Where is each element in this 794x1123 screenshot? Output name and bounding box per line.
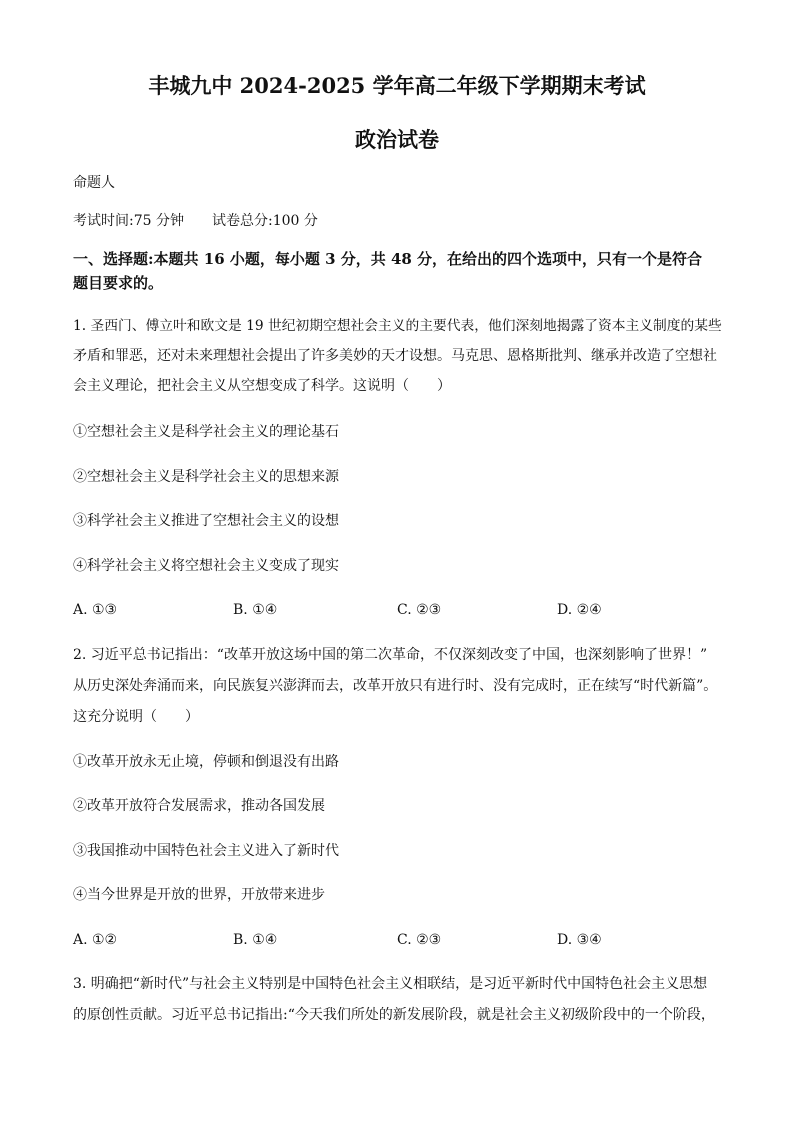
- q1-statement-1: ①空想社会主义是科学社会主义的理论基石: [73, 424, 339, 440]
- exam-subtitle: 政治试卷: [355, 127, 439, 152]
- q1-option-a: A. ①③: [73, 602, 118, 618]
- q1-stem-line-3: 会主义理论，把社会主义从空想变成了科学。这说明（ ）: [73, 378, 451, 394]
- q1-statement-3: ③科学社会主义推进了空想社会主义的设想: [73, 513, 339, 529]
- exam-info: 考试时间:75 分钟 试卷总分:100 分: [73, 213, 318, 229]
- q2-stem-line-2: 从历史深处奔涌而来，向民族复兴澎湃而去，改革开放只有进行时、没有完成时，正在续写“时代新篇”。: [73, 678, 718, 694]
- q1-option-d: D. ②④: [557, 602, 602, 618]
- q2-stem-line-1: 2. 习近平总书记指出：“改革开放这场中国的第二次革命，不仅深刻改变了中国，也深刻影响了世界！”: [73, 647, 708, 663]
- q1-stem-line-2: 矛盾和罪恶，还对未来理想社会提出了许多美妙的天才设想。马克思、恩格斯批判、继承并改造了空想社: [73, 348, 717, 364]
- q2-option-a: A. ①②: [73, 932, 118, 948]
- q1-option-c: C. ②③: [397, 602, 442, 618]
- q1-statement-4: ④科学社会主义将空想社会主义变成了现实: [73, 558, 339, 574]
- q2-statement-4: ④当今世界是开放的世界，开放带来进步: [73, 887, 325, 903]
- q2-stem-line-3: 这充分说明（ ）: [73, 709, 199, 725]
- q1-statement-2: ②空想社会主义是科学社会主义的思想来源: [73, 469, 339, 485]
- q1-option-b: B. ①④: [233, 602, 278, 618]
- section-heading-line-2: 题目要求的。: [73, 274, 164, 292]
- section-heading-line-1: 一、选择题:本题共 16 小题，每小题 3 分，共 48 分，在给出的四个选项中，只有一个是符合: [73, 250, 703, 268]
- q2-option-c: C. ②③: [397, 932, 442, 948]
- q2-statement-3: ③我国推动中国特色社会主义进入了新时代: [73, 843, 339, 859]
- q2-option-b: B. ①④: [233, 932, 278, 948]
- q3-stem-line-2: 的原创性贡献。习近平总书记指出:“今天我们所处的新发展阶段，就是社会主义初级阶段中的一个阶段，: [73, 1007, 715, 1023]
- q2-statement-1: ①改革开放永无止境，停顿和倒退没有出路: [73, 754, 339, 770]
- q2-option-d: D. ③④: [557, 932, 602, 948]
- author-label: 命题人: [73, 175, 115, 191]
- exam-title: 丰城九中 2024-2025 学年高二年级下学期期末考试: [148, 73, 646, 98]
- q2-statement-2: ②改革开放符合发展需求，推动各国发展: [73, 798, 325, 814]
- q1-stem-line-1: 1. 圣西门、傅立叶和欧文是 19 世纪初期空想社会主义的主要代表，他们深刻地揭露了资本主义制度的某些: [73, 318, 722, 334]
- q3-stem-line-1: 3. 明确把“新时代”与社会主义特别是中国特色社会主义相联结，是习近平新时代中国特色社会主义思想: [73, 976, 708, 992]
